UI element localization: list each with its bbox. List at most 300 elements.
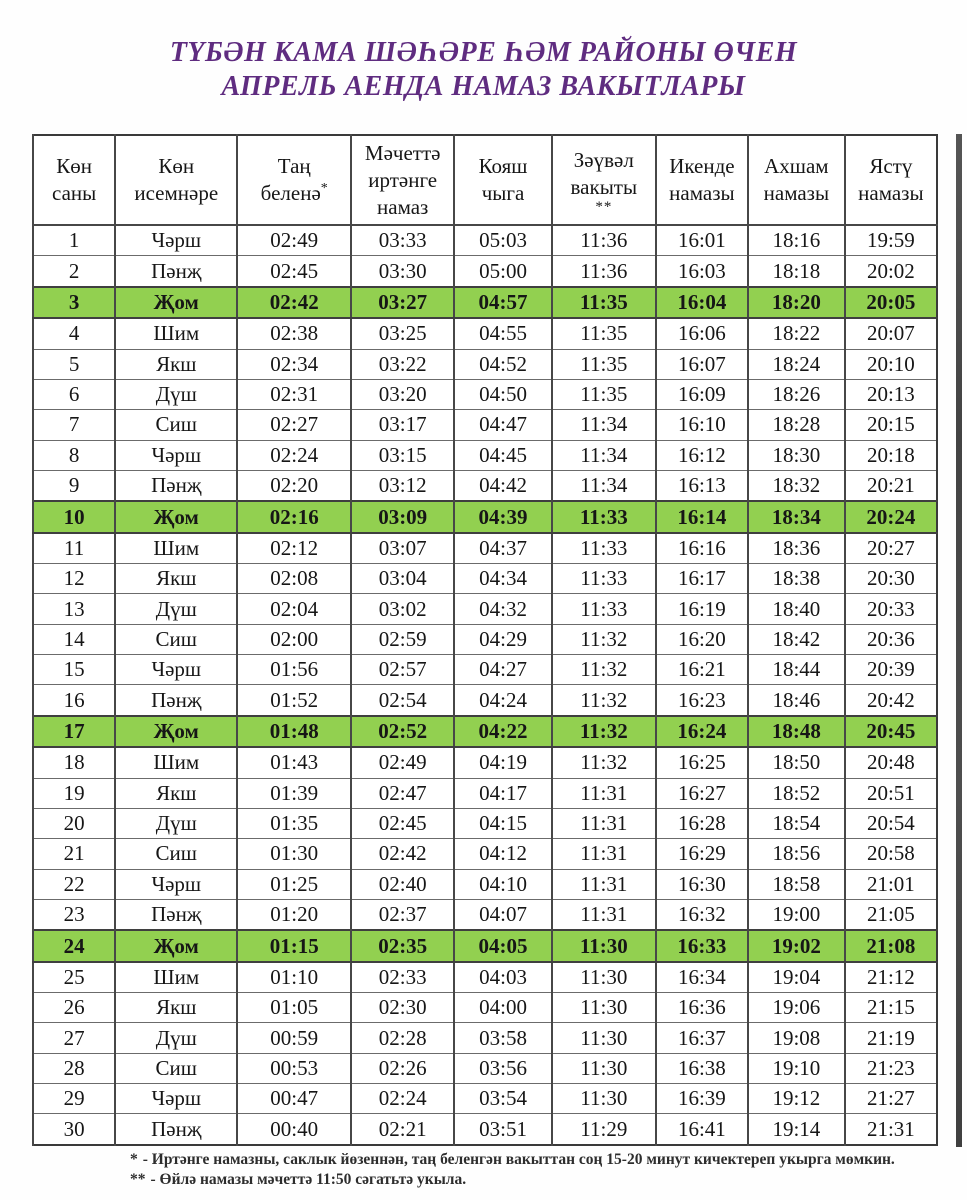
time-cell: 16:17 bbox=[656, 564, 748, 594]
column-header-label: Мәчеттә иртәнге намаз bbox=[364, 140, 441, 219]
time-cell: 02:37 bbox=[351, 899, 454, 930]
time-cell: 03:51 bbox=[454, 1114, 552, 1145]
time-cell: 18:30 bbox=[748, 440, 845, 470]
page-title bbox=[0, 36, 967, 104]
time-cell: 20:54 bbox=[845, 808, 937, 838]
time-cell: 04:17 bbox=[454, 778, 552, 808]
time-cell: 02:42 bbox=[351, 839, 454, 869]
table-row-day-21 bbox=[33, 839, 937, 869]
time-cell: 18:22 bbox=[748, 318, 845, 349]
table-row-day-20 bbox=[33, 808, 937, 838]
day-name-cell: Чәрш bbox=[115, 655, 237, 685]
time-cell: 02:12 bbox=[237, 533, 351, 564]
time-cell: 11:36 bbox=[552, 256, 656, 287]
column-header-3 bbox=[237, 135, 351, 225]
time-cell: 18:50 bbox=[748, 747, 845, 778]
time-cell: 01:10 bbox=[237, 962, 351, 993]
column-header-label: Кояш чыга bbox=[478, 154, 528, 205]
day-name-cell: Чәрш bbox=[115, 1084, 237, 1114]
time-cell: 02:33 bbox=[351, 962, 454, 993]
day-number-cell: 4 bbox=[33, 318, 115, 349]
column-header-label: Зәүвәл вакыты bbox=[570, 147, 638, 199]
time-cell: 11:36 bbox=[552, 225, 656, 256]
time-cell: 11:30 bbox=[552, 930, 656, 961]
time-cell: 03:27 bbox=[351, 287, 454, 318]
time-cell: 04:55 bbox=[454, 318, 552, 349]
day-number-cell: 28 bbox=[33, 1053, 115, 1083]
time-cell: 02:42 bbox=[237, 287, 351, 318]
time-cell: 00:53 bbox=[237, 1053, 351, 1083]
table-row-day-2 bbox=[33, 256, 937, 287]
column-header-9 bbox=[845, 135, 937, 225]
table-row-day-3 bbox=[33, 287, 937, 318]
time-cell: 11:32 bbox=[552, 685, 656, 716]
time-cell: 18:18 bbox=[748, 256, 845, 287]
time-cell: 02:47 bbox=[351, 778, 454, 808]
time-cell: 20:10 bbox=[845, 349, 937, 379]
time-cell: 21:31 bbox=[845, 1114, 937, 1145]
time-cell: 20:48 bbox=[845, 747, 937, 778]
day-name-cell: Шим bbox=[115, 962, 237, 993]
time-cell: 20:33 bbox=[845, 594, 937, 624]
time-cell: 19:00 bbox=[748, 899, 845, 930]
day-name-cell: Пәнҗ bbox=[115, 685, 237, 716]
table-row-day-11 bbox=[33, 533, 937, 564]
day-number-cell: 3 bbox=[33, 287, 115, 318]
time-cell: 03:07 bbox=[351, 533, 454, 564]
time-cell: 21:19 bbox=[845, 1023, 937, 1053]
time-cell: 02:38 bbox=[237, 318, 351, 349]
time-cell: 02:30 bbox=[351, 993, 454, 1023]
day-name-cell: Пәнҗ bbox=[115, 899, 237, 930]
time-cell: 18:44 bbox=[748, 655, 845, 685]
table-row-day-24 bbox=[33, 930, 937, 961]
time-cell: 19:08 bbox=[748, 1023, 845, 1053]
time-cell: 18:16 bbox=[748, 225, 845, 256]
time-cell: 02:24 bbox=[237, 440, 351, 470]
time-cell: 16:34 bbox=[656, 962, 748, 993]
day-name-cell: Якш bbox=[115, 564, 237, 594]
time-cell: 02:54 bbox=[351, 685, 454, 716]
day-name-cell: Якш bbox=[115, 993, 237, 1023]
time-cell: 19:04 bbox=[748, 962, 845, 993]
time-cell: 11:31 bbox=[552, 808, 656, 838]
time-cell: 02:45 bbox=[351, 808, 454, 838]
time-cell: 20:13 bbox=[845, 379, 937, 409]
table-row-day-15 bbox=[33, 655, 937, 685]
time-cell: 11:30 bbox=[552, 1053, 656, 1083]
time-cell: 20:39 bbox=[845, 655, 937, 685]
time-cell: 11:31 bbox=[552, 778, 656, 808]
time-cell: 16:33 bbox=[656, 930, 748, 961]
time-cell: 01:56 bbox=[237, 655, 351, 685]
time-cell: 16:29 bbox=[656, 839, 748, 869]
time-cell: 19:14 bbox=[748, 1114, 845, 1145]
time-cell: 21:15 bbox=[845, 993, 937, 1023]
time-cell: 02:59 bbox=[351, 624, 454, 654]
time-cell: 18:34 bbox=[748, 501, 845, 532]
day-number-cell: 21 bbox=[33, 839, 115, 869]
time-cell: 11:31 bbox=[552, 869, 656, 899]
column-header-8 bbox=[748, 135, 845, 225]
time-cell: 02:35 bbox=[351, 930, 454, 961]
time-cell: 16:36 bbox=[656, 993, 748, 1023]
table-header bbox=[33, 135, 937, 225]
time-cell: 16:20 bbox=[656, 624, 748, 654]
table-row-day-14 bbox=[33, 624, 937, 654]
time-cell: 20:42 bbox=[845, 685, 937, 716]
day-number-cell: 2 bbox=[33, 256, 115, 287]
day-number-cell: 27 bbox=[33, 1023, 115, 1053]
time-cell: 21:01 bbox=[845, 869, 937, 899]
prayer-times-table bbox=[32, 134, 938, 1146]
time-cell: 05:03 bbox=[454, 225, 552, 256]
time-cell: 01:15 bbox=[237, 930, 351, 961]
time-cell: 21:23 bbox=[845, 1053, 937, 1083]
footnote-1-mark: * bbox=[130, 1151, 138, 1168]
day-number-cell: 24 bbox=[33, 930, 115, 961]
time-cell: 02:45 bbox=[237, 256, 351, 287]
time-cell: 16:19 bbox=[656, 594, 748, 624]
time-cell: 16:24 bbox=[656, 716, 748, 747]
time-cell: 02:21 bbox=[351, 1114, 454, 1145]
time-cell: 02:20 bbox=[237, 470, 351, 501]
column-header-1 bbox=[33, 135, 115, 225]
table-row-day-7 bbox=[33, 410, 937, 440]
day-name-cell: Шим bbox=[115, 747, 237, 778]
day-number-cell: 15 bbox=[33, 655, 115, 685]
day-name-cell: Җом bbox=[115, 930, 237, 961]
day-number-cell: 6 bbox=[33, 379, 115, 409]
column-header-5 bbox=[454, 135, 552, 225]
time-cell: 18:20 bbox=[748, 287, 845, 318]
time-cell: 02:49 bbox=[237, 225, 351, 256]
time-cell: 01:20 bbox=[237, 899, 351, 930]
footnote-2 bbox=[130, 1170, 895, 1190]
time-cell: 04:27 bbox=[454, 655, 552, 685]
time-cell: 01:35 bbox=[237, 808, 351, 838]
time-cell: 18:28 bbox=[748, 410, 845, 440]
table-row-day-30 bbox=[33, 1114, 937, 1145]
time-cell: 04:22 bbox=[454, 716, 552, 747]
table-row-day-1 bbox=[33, 225, 937, 256]
time-cell: 16:07 bbox=[656, 349, 748, 379]
time-cell: 16:38 bbox=[656, 1053, 748, 1083]
column-header-label: Икенде намазы bbox=[669, 154, 735, 205]
day-number-cell: 17 bbox=[33, 716, 115, 747]
column-header-label: Ястү намазы bbox=[858, 154, 924, 205]
day-number-cell: 13 bbox=[33, 594, 115, 624]
time-cell: 16:21 bbox=[656, 655, 748, 685]
time-cell: 21:27 bbox=[845, 1084, 937, 1114]
time-cell: 18:42 bbox=[748, 624, 845, 654]
time-cell: 16:41 bbox=[656, 1114, 748, 1145]
time-cell: 21:08 bbox=[845, 930, 937, 961]
time-cell: 04:45 bbox=[454, 440, 552, 470]
title-line-2: АПРЕЛЬ АЕНДА НАМАЗ ВАКЫТЛАРЫ bbox=[221, 71, 746, 102]
time-cell: 02:28 bbox=[351, 1023, 454, 1053]
day-number-cell: 12 bbox=[33, 564, 115, 594]
day-name-cell: Шим bbox=[115, 533, 237, 564]
time-cell: 16:25 bbox=[656, 747, 748, 778]
time-cell: 11:30 bbox=[552, 1023, 656, 1053]
column-header-label: Көн саны bbox=[52, 154, 97, 205]
footnote-mark: * bbox=[320, 181, 328, 196]
scan-edge-artifact bbox=[956, 134, 962, 1147]
table-row-day-29 bbox=[33, 1084, 937, 1114]
column-header-7 bbox=[656, 135, 748, 225]
footnote-1-text: - Иртәнге намазны, саклык йөзеннән, таң беленгән вакыттан соң 15-20 минут кичектереп укырга мөмкин. bbox=[142, 1151, 895, 1168]
time-cell: 20:36 bbox=[845, 624, 937, 654]
day-number-cell: 8 bbox=[33, 440, 115, 470]
time-cell: 16:03 bbox=[656, 256, 748, 287]
time-cell: 16:32 bbox=[656, 899, 748, 930]
time-cell: 21:12 bbox=[845, 962, 937, 993]
time-cell: 16:16 bbox=[656, 533, 748, 564]
time-cell: 03:15 bbox=[351, 440, 454, 470]
title-line-1: ТҮБӘН КАМА ШӘҺӘРЕ ҺӘМ РАЙОНЫ ӨЧЕН bbox=[169, 37, 798, 68]
time-cell: 11:35 bbox=[552, 379, 656, 409]
column-header-6 bbox=[552, 135, 656, 225]
day-name-cell: Пәнҗ bbox=[115, 1114, 237, 1145]
time-cell: 03:25 bbox=[351, 318, 454, 349]
time-cell: 20:24 bbox=[845, 501, 937, 532]
time-cell: 04:50 bbox=[454, 379, 552, 409]
time-cell: 04:07 bbox=[454, 899, 552, 930]
time-cell: 11:30 bbox=[552, 1084, 656, 1114]
day-name-cell: Чәрш bbox=[115, 869, 237, 899]
time-cell: 04:15 bbox=[454, 808, 552, 838]
day-number-cell: 10 bbox=[33, 501, 115, 532]
time-cell: 03:04 bbox=[351, 564, 454, 594]
time-cell: 11:32 bbox=[552, 624, 656, 654]
time-cell: 11:30 bbox=[552, 962, 656, 993]
table-row-day-28 bbox=[33, 1053, 937, 1083]
time-cell: 02:16 bbox=[237, 501, 351, 532]
column-header-label: Көн исемнәре bbox=[134, 154, 219, 205]
time-cell: 01:39 bbox=[237, 778, 351, 808]
time-cell: 01:05 bbox=[237, 993, 351, 1023]
time-cell: 02:00 bbox=[237, 624, 351, 654]
time-cell: 18:46 bbox=[748, 685, 845, 716]
time-cell: 03:09 bbox=[351, 501, 454, 532]
table-body bbox=[33, 225, 937, 1145]
time-cell: 20:45 bbox=[845, 716, 937, 747]
day-name-cell: Җом bbox=[115, 501, 237, 532]
column-header-label: Ахшам намазы bbox=[763, 154, 830, 205]
time-cell: 03:20 bbox=[351, 379, 454, 409]
time-cell: 16:37 bbox=[656, 1023, 748, 1053]
time-cell: 18:40 bbox=[748, 594, 845, 624]
table-row-day-5 bbox=[33, 349, 937, 379]
day-name-cell: Шим bbox=[115, 318, 237, 349]
table-row-day-8 bbox=[33, 440, 937, 470]
time-cell: 19:06 bbox=[748, 993, 845, 1023]
table-row-day-13 bbox=[33, 594, 937, 624]
day-name-cell: Чәрш bbox=[115, 225, 237, 256]
time-cell: 00:47 bbox=[237, 1084, 351, 1114]
day-number-cell: 19 bbox=[33, 778, 115, 808]
time-cell: 18:58 bbox=[748, 869, 845, 899]
table-row-day-9 bbox=[33, 470, 937, 501]
time-cell: 04:03 bbox=[454, 962, 552, 993]
column-header-4 bbox=[351, 135, 454, 225]
time-cell: 19:59 bbox=[845, 225, 937, 256]
day-number-cell: 5 bbox=[33, 349, 115, 379]
time-cell: 04:37 bbox=[454, 533, 552, 564]
time-cell: 11:35 bbox=[552, 349, 656, 379]
time-cell: 11:31 bbox=[552, 839, 656, 869]
time-cell: 01:30 bbox=[237, 839, 351, 869]
time-cell: 16:27 bbox=[656, 778, 748, 808]
time-cell: 04:34 bbox=[454, 564, 552, 594]
time-cell: 16:09 bbox=[656, 379, 748, 409]
time-cell: 03:58 bbox=[454, 1023, 552, 1053]
time-cell: 20:21 bbox=[845, 470, 937, 501]
table-row-day-25 bbox=[33, 962, 937, 993]
day-name-cell: Сиш bbox=[115, 1053, 237, 1083]
time-cell: 11:33 bbox=[552, 501, 656, 532]
time-cell: 20:51 bbox=[845, 778, 937, 808]
table-row-day-19 bbox=[33, 778, 937, 808]
time-cell: 18:52 bbox=[748, 778, 845, 808]
table-row-day-6 bbox=[33, 379, 937, 409]
table-row-day-4 bbox=[33, 318, 937, 349]
time-cell: 20:07 bbox=[845, 318, 937, 349]
time-cell: 11:32 bbox=[552, 655, 656, 685]
day-name-cell: Якш bbox=[115, 349, 237, 379]
table-row-day-22 bbox=[33, 869, 937, 899]
day-name-cell: Дүш bbox=[115, 1023, 237, 1053]
column-header-label: Таң беленә bbox=[260, 154, 321, 205]
time-cell: 03:54 bbox=[454, 1084, 552, 1114]
time-cell: 11:32 bbox=[552, 716, 656, 747]
time-cell: 04:57 bbox=[454, 287, 552, 318]
day-name-cell: Җом bbox=[115, 716, 237, 747]
time-cell: 02:31 bbox=[237, 379, 351, 409]
time-cell: 04:19 bbox=[454, 747, 552, 778]
footnote-2-text: - Өйлә намазы мәчеттә 11:50 сәгатьтә укыла. bbox=[150, 1171, 467, 1188]
time-cell: 04:32 bbox=[454, 594, 552, 624]
time-cell: 18:54 bbox=[748, 808, 845, 838]
time-cell: 19:12 bbox=[748, 1084, 845, 1114]
day-name-cell: Дүш bbox=[115, 808, 237, 838]
time-cell: 03:17 bbox=[351, 410, 454, 440]
time-cell: 02:49 bbox=[351, 747, 454, 778]
time-cell: 04:00 bbox=[454, 993, 552, 1023]
table-row-day-10 bbox=[33, 501, 937, 532]
table-row-day-12 bbox=[33, 564, 937, 594]
time-cell: 01:25 bbox=[237, 869, 351, 899]
time-cell: 11:30 bbox=[552, 993, 656, 1023]
day-number-cell: 22 bbox=[33, 869, 115, 899]
time-cell: 16:12 bbox=[656, 440, 748, 470]
time-cell: 05:00 bbox=[454, 256, 552, 287]
time-cell: 20:02 bbox=[845, 256, 937, 287]
day-number-cell: 23 bbox=[33, 899, 115, 930]
time-cell: 03:56 bbox=[454, 1053, 552, 1083]
time-cell: 01:52 bbox=[237, 685, 351, 716]
day-number-cell: 7 bbox=[33, 410, 115, 440]
day-number-cell: 16 bbox=[33, 685, 115, 716]
time-cell: 04:05 bbox=[454, 930, 552, 961]
time-cell: 16:30 bbox=[656, 869, 748, 899]
day-number-cell: 30 bbox=[33, 1114, 115, 1145]
time-cell: 02:24 bbox=[351, 1084, 454, 1114]
day-number-cell: 20 bbox=[33, 808, 115, 838]
time-cell: 20:05 bbox=[845, 287, 937, 318]
footnote-mark: ** bbox=[595, 198, 613, 215]
time-cell: 11:34 bbox=[552, 470, 656, 501]
time-cell: 16:14 bbox=[656, 501, 748, 532]
time-cell: 02:27 bbox=[237, 410, 351, 440]
day-name-cell: Якш bbox=[115, 778, 237, 808]
time-cell: 18:32 bbox=[748, 470, 845, 501]
time-cell: 18:38 bbox=[748, 564, 845, 594]
time-cell: 16:23 bbox=[656, 685, 748, 716]
table-row-day-18 bbox=[33, 747, 937, 778]
day-number-cell: 11 bbox=[33, 533, 115, 564]
time-cell: 03:22 bbox=[351, 349, 454, 379]
time-cell: 20:30 bbox=[845, 564, 937, 594]
day-number-cell: 14 bbox=[33, 624, 115, 654]
time-cell: 04:52 bbox=[454, 349, 552, 379]
day-name-cell: Дүш bbox=[115, 379, 237, 409]
day-name-cell: Сиш bbox=[115, 624, 237, 654]
column-header-2 bbox=[115, 135, 237, 225]
time-cell: 04:24 bbox=[454, 685, 552, 716]
footnotes bbox=[130, 1150, 895, 1190]
time-cell: 18:36 bbox=[748, 533, 845, 564]
time-cell: 20:58 bbox=[845, 839, 937, 869]
day-number-cell: 1 bbox=[33, 225, 115, 256]
time-cell: 11:33 bbox=[552, 594, 656, 624]
time-cell: 01:48 bbox=[237, 716, 351, 747]
time-cell: 04:10 bbox=[454, 869, 552, 899]
time-cell: 11:32 bbox=[552, 747, 656, 778]
day-number-cell: 18 bbox=[33, 747, 115, 778]
time-cell: 11:34 bbox=[552, 440, 656, 470]
time-cell: 20:15 bbox=[845, 410, 937, 440]
time-cell: 16:01 bbox=[656, 225, 748, 256]
day-name-cell: Сиш bbox=[115, 410, 237, 440]
day-name-cell: Пәнҗ bbox=[115, 256, 237, 287]
time-cell: 04:12 bbox=[454, 839, 552, 869]
day-number-cell: 25 bbox=[33, 962, 115, 993]
day-number-cell: 29 bbox=[33, 1084, 115, 1114]
time-cell: 00:40 bbox=[237, 1114, 351, 1145]
time-cell: 16:06 bbox=[656, 318, 748, 349]
time-cell: 02:34 bbox=[237, 349, 351, 379]
footnote-1 bbox=[130, 1150, 895, 1170]
time-cell: 11:31 bbox=[552, 899, 656, 930]
time-cell: 03:12 bbox=[351, 470, 454, 501]
day-name-cell: Дүш bbox=[115, 594, 237, 624]
footnote-2-mark: ** bbox=[130, 1171, 146, 1188]
time-cell: 00:59 bbox=[237, 1023, 351, 1053]
time-cell: 02:04 bbox=[237, 594, 351, 624]
time-cell: 04:39 bbox=[454, 501, 552, 532]
time-cell: 20:18 bbox=[845, 440, 937, 470]
time-cell: 21:05 bbox=[845, 899, 937, 930]
time-cell: 01:43 bbox=[237, 747, 351, 778]
time-cell: 16:10 bbox=[656, 410, 748, 440]
time-cell: 03:33 bbox=[351, 225, 454, 256]
time-cell: 18:26 bbox=[748, 379, 845, 409]
time-cell: 04:47 bbox=[454, 410, 552, 440]
time-cell: 16:39 bbox=[656, 1084, 748, 1114]
table-header-row bbox=[33, 135, 937, 225]
